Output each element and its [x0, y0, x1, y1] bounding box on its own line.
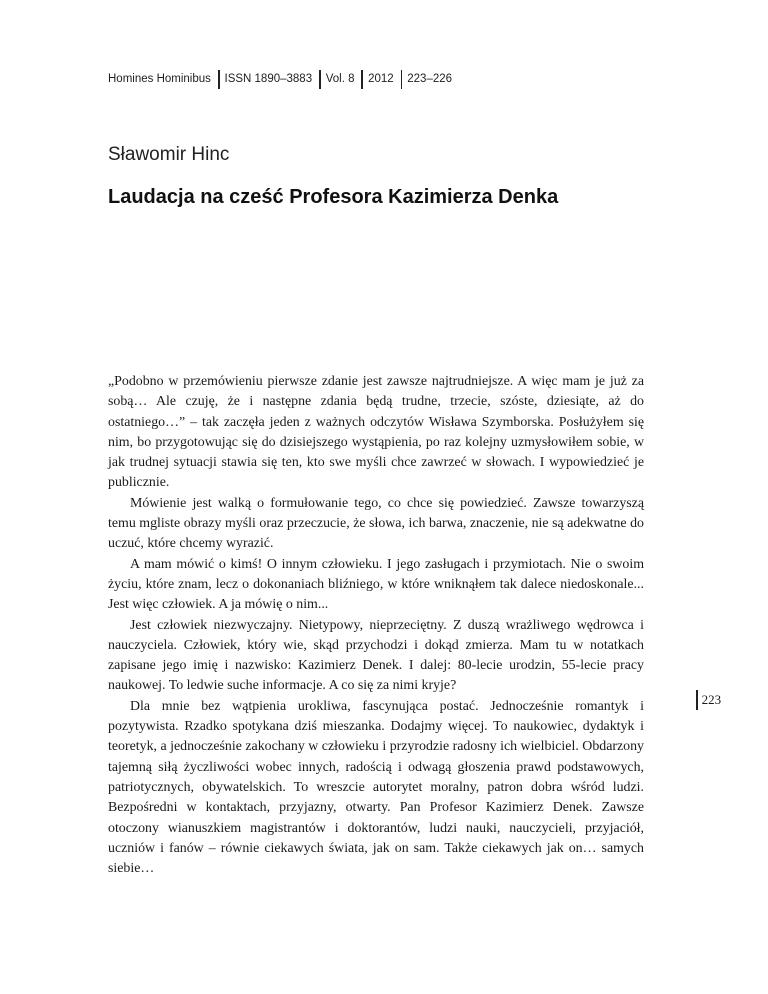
page-number: 223: [701, 692, 722, 707]
paragraph: „Podobno w przemówieniu pierwsze zdanie jest zawsze najtrudniejsze. A więc mam je już za sobą… Ale czuję, że i następne zdania będą trudne, trzecie, szóste, dziesiąte, aż do ostatniego…” – tak zaczęła jeden z ważnych odczytów Wisława Szymborska. Posłużyłem się nim, bo przygotowując się do dzisiejszego wystąpienia, po raz kolejny uzmysłowiłem sobie, w jak trudnej sytuacji stawia się ten, kto swe myśli chce zawrzeć w słowach. I wypowiedzieć je publicznie.: [108, 374, 644, 491]
running-head: [108, 64, 452, 94]
volume: Vol. 8: [325, 73, 355, 85]
page-range: 223–226: [407, 73, 453, 85]
paragraph: Mówienie jest walką o formułowanie tego, co chce się powiedzieć. Zawsze towarzyszą temu mgliste obrazy myśli oraz przeczucie, że słowa, ich barwa, znaczenie, nie są adekwatne do uczuć, które chcemy wyrazić.: [108, 495, 644, 552]
journal-name: Homines Hominibus: [108, 73, 211, 85]
separator-rule: [361, 70, 363, 89]
separator-rule: [401, 70, 403, 89]
paragraph: Jest człowiek niezwyczajny. Nietypowy, nieprzeciętny. Z duszą wrażliwego wędrowca i nauczyciela. Człowiek, który wie, skąd przychodzi i dokąd zmierza. Mam tu w notatkach zapisane jego imię i nazwisko: Kazimierz Denek. I dalej: 80-lecie urodzin, 55-lecie pracy naukowej. To ledwie suche informacje. A co się za nimi kryje?: [108, 617, 644, 694]
issn: ISSN 1890–3883: [224, 73, 313, 85]
separator-rule: [319, 70, 321, 89]
article-title: Laudacja na cześć Profesora Kazimierza Denka: [108, 186, 559, 208]
page-number-marker: [696, 690, 721, 710]
author-name: Sławomir Hinc: [108, 144, 230, 165]
article-body: [108, 372, 644, 879]
folio-rule: [696, 690, 698, 710]
year: 2012: [368, 73, 394, 85]
separator-rule: [218, 70, 220, 89]
paragraph: A mam mówić o kimś! O innym człowieku. I jego zasługach i przymiotach. Nie o swoim życiu, które znam, lecz o dokonaniach bliźniego, w które wniknąłem tak dalece niedoskonale... Jest więc człowiek. A ja mówię o nim...: [108, 556, 644, 613]
paragraph: Dla mnie bez wątpienia urokliwa, fascynująca postać. Jednocześnie romantyk i pozytywista. Rzadko spotykana dziś mieszanka. Dodajmy więcej. To naukowiec, dydaktyk i teoretyk, a jednocześnie zakochany w człowieku i przyrodzie radosny ich wielbiciel. Obdarzony tajemną siłą życzliwości wobec innych, radością i odwagą głoszenia prawd podstawowych, patriotycznych, obywatelskich. To wreszcie autorytet moralny, patron dobra wśród ludzi. Bezpośredni w kontaktach, przyjazny, otwarty. Pan Profesor Kazimierz Denek. Zawsze otoczony wianuszkiem magistrantów i doktorantów, ludzi nauki, nauczycieli, przyjaciół, uczniów i fanów – równie ciekawych świata, jak on sam. Także ciekawych jak on… samych siebie…: [108, 698, 644, 877]
